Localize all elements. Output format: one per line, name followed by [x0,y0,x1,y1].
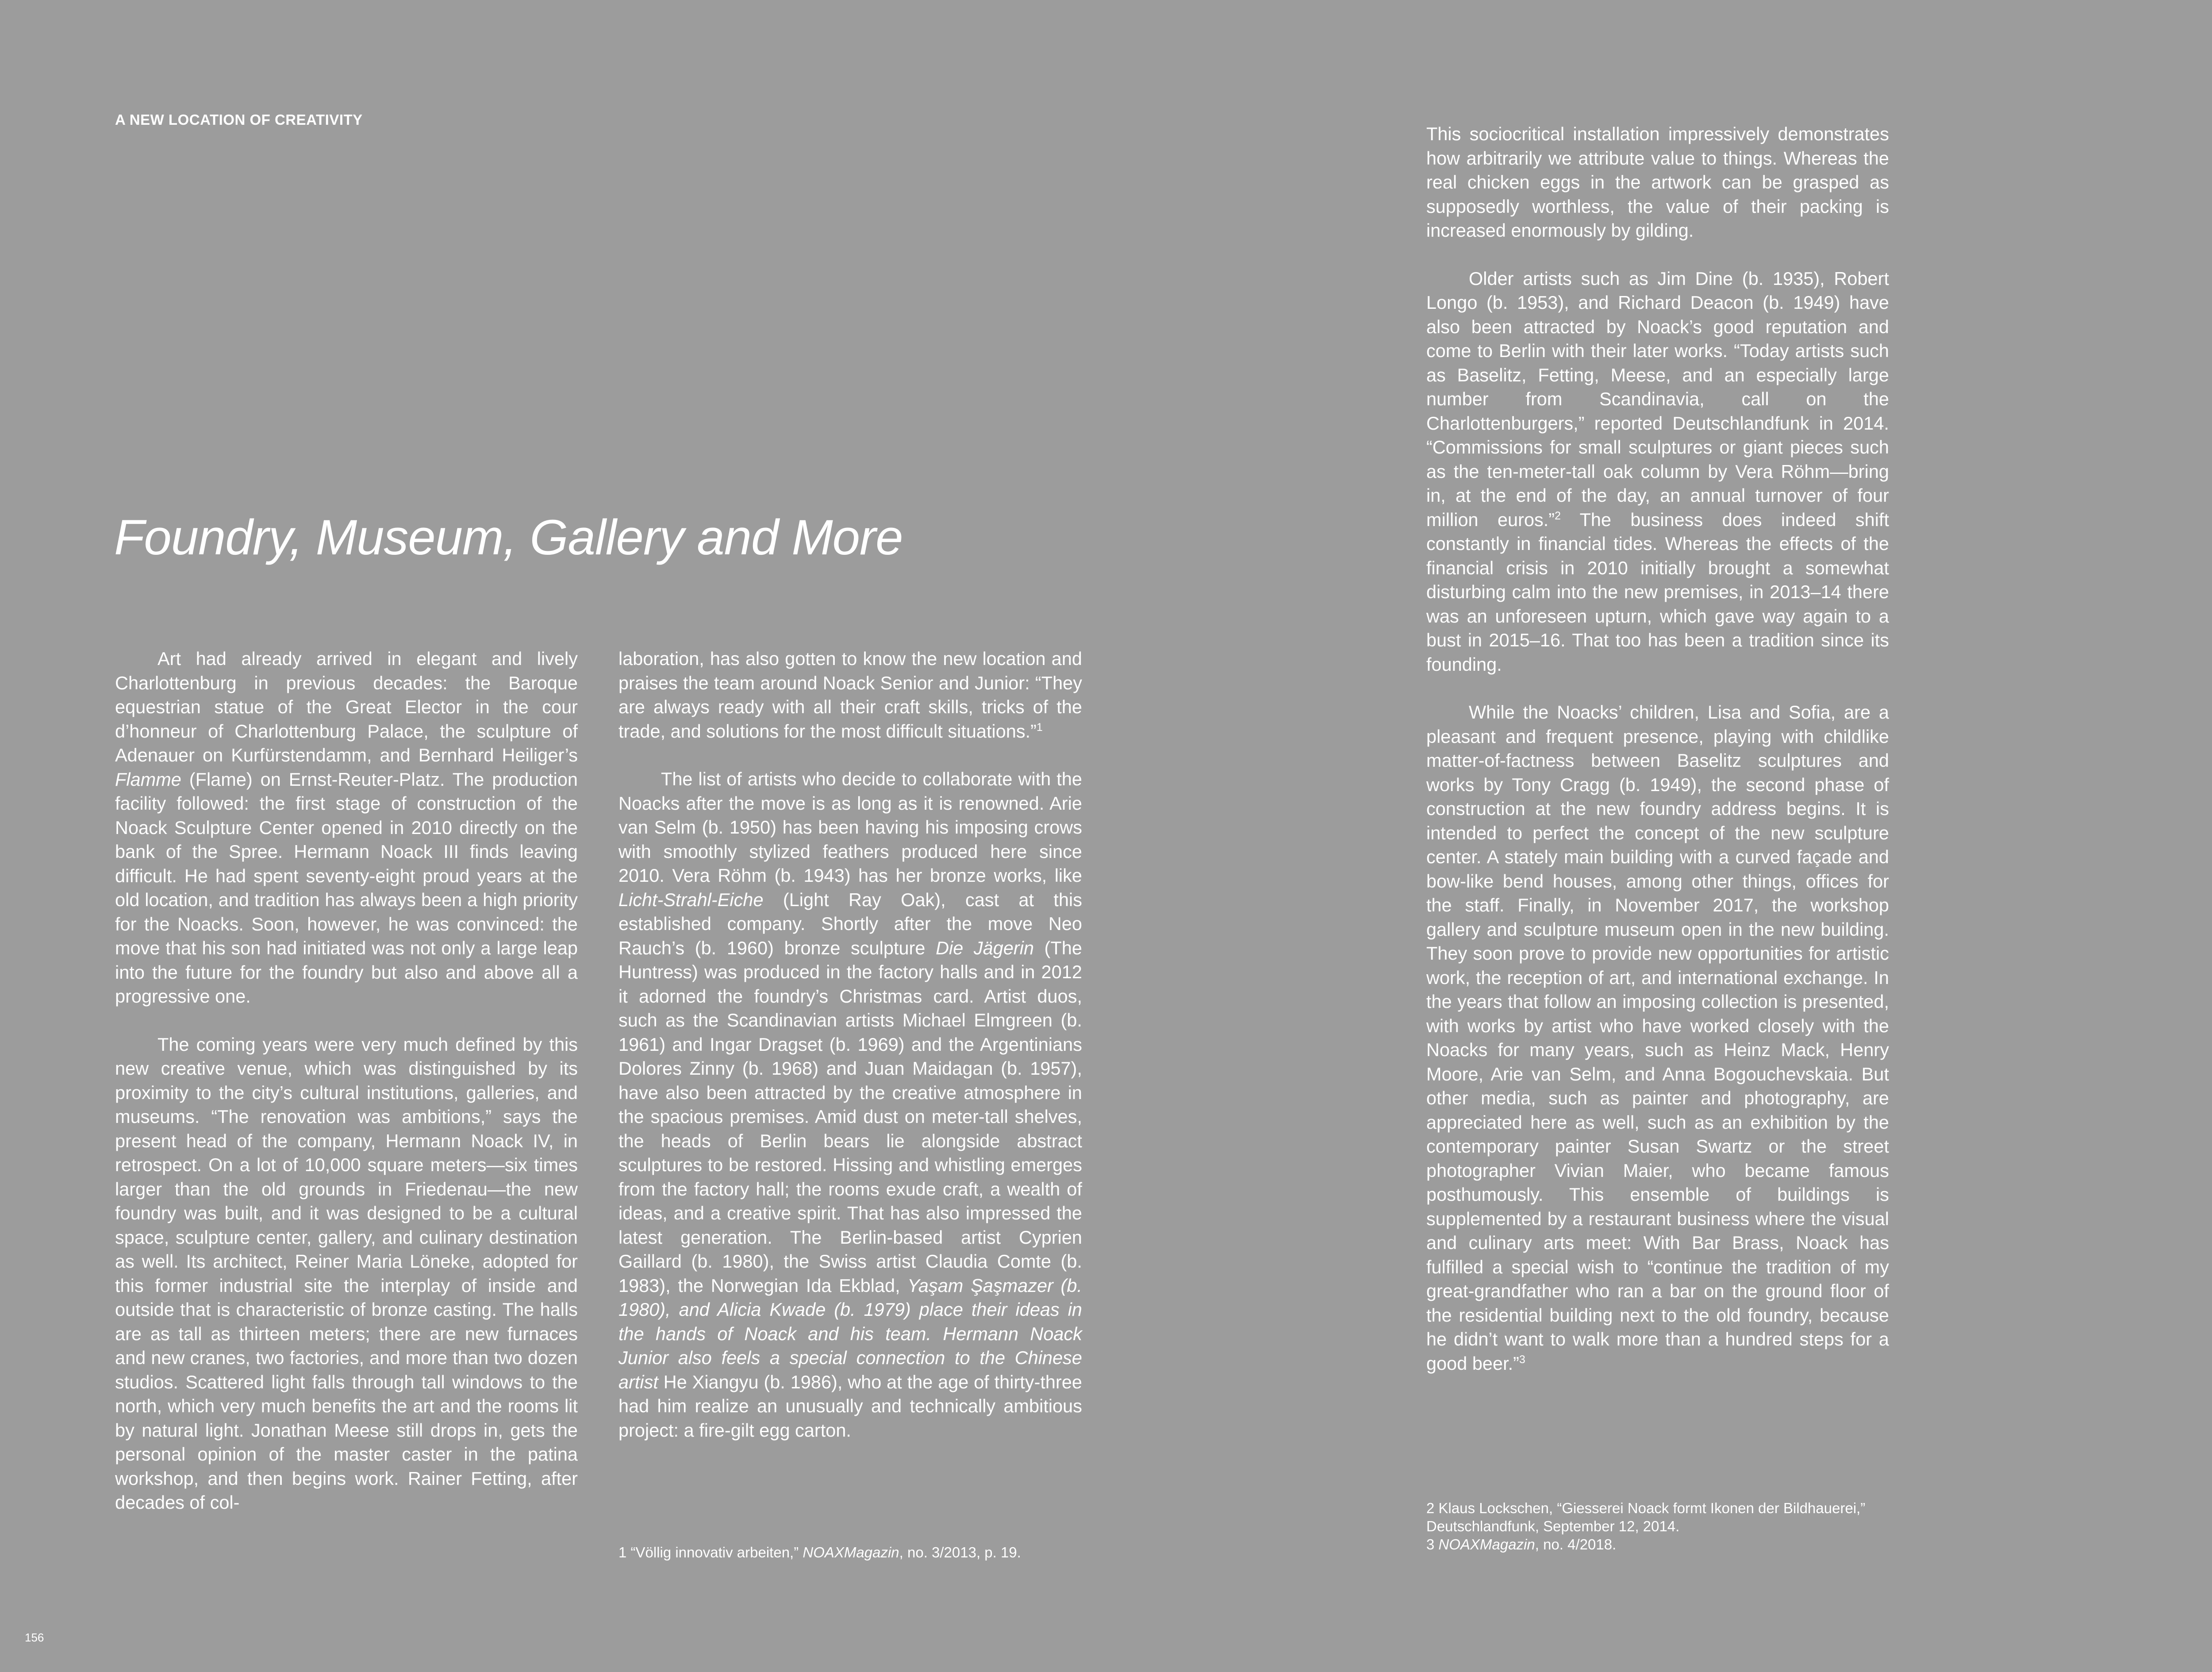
text-run: The coming years were very much defined by this new creative venue, which was distinguished by its proximity to the city’s cultural institutions, galleries, and museums. “The renovation was ambitions,” says the present head of the company, Hermann Noack IV, in retrospect. On a lot of 10,000 square meters—six times larger than the old grounds in Friedenau—the new foundry was built, and it was designed to be a cultural space, sculpture center, gallery, and culinary destination as well. Its architect, Reiner Maria Löneke, adopted for this former industrial site the interplay of inside and outside that is characteristic of bronze casting. The halls are as tall as thirteen meters; there are new furnaces and new cranes, two factories, and more than two dozen studios. Scattered light falls through tall windows to the north, which very much benefits the art and the rooms lit by natural light. Jonathan Meese still drops in, gets the personal opinion of the master caster in the patina workshop, and then begins work. Rainer Fetting, after decades of col- [115,1034,578,1513]
footnote-entry [1426,1499,1913,1535]
italic-text: Yaşam Şaşmazer (b. 1980), and Alicia Kwade (b. 1979) place their ideas in the hands of Noack and his team. Hermann Noack Junior also feels a special connection to the Chinese artist [618,1275,1082,1392]
text-run: (The Huntress) was produced in the factory halls and in 2012 it adorned the foundry’s Christmas card. Artist duos, such as the Scandinavian artists Michael Elmgreen (b. 1961) and Ingar Dragset (b. 1969) and the Argentinians Dolores Zinny (b. 1968) and Juan Maidagan (b. 1957), have also been attracted by the creative atmosphere in the spacious premises. Amid dust on meter-tall shelves, the heads of Berlin bears lie alongside abstract sculptures to be restored. Hissing and whistling emerges from the factory hall; the rooms exude craft, a wealth of ideas, and a creative spirit. That has also impressed the latest generation. The Berlin-based artist Cyprien Gaillard (b. 1980), the Swiss artist Claudia Comte (b. 1983), the Norwegian Ida Ekblad, [618,937,1082,1296]
page-number-left: 156 [25,1631,44,1644]
italic-text: NOAXMagazin [803,1544,899,1561]
text-run: 3 [1426,1536,1439,1553]
text-run: The business does indeed shift constantly in financial tides. Whereas the effects of the financial crisis in 2010 initially brought a somewhat disturbing calm into the new premises, in 2013–14 there was an unforeseen upturn, which gave way again to a bust in 2015–16. That too has been a tradition since its founding. [1426,509,1889,675]
text-column-3 [1426,122,1889,1376]
text-run: Older artists such as Jim Dine (b. 1935), Robert Longo (b. 1953), and Richard Deacon (b. 1949) have also been attracted by Noack’s good reputation and come to Berlin with their later works. “Today artists such as Baselitz, Fetting, Meese, and an especially large number from Scandinavia, call on the Charlottenburgers,” reported Deutschlandfunk in 2014. “Commissions for small sculptures or giant pieces such as the ten-meter-tall oak column by Vera Röhm—bring in, at the end of the day, an annual turnover of four million euros.” [1426,268,1889,530]
text-run: (Flame) on Ernst-Reuter-Platz. The production facility followed: the first stage of construction of the Noack Sculpture Center opened in 2010 directly on the bank of the Spree. Hermann Noack III finds leaving difficult. He had spent seventy-eight proud years at the old location, and tradition has always been a high priority for the Noacks. Soon, however, he was convinced: the move that his son had initiated was not only a large leap into the future for the foundry but also and above all a progressive one. [115,769,578,1007]
footnote-ref: 1 [1037,721,1043,734]
italic-text: Licht-Strahl-Eiche [618,889,764,910]
italic-text: NOAXMagazin [1438,1536,1535,1553]
chapter-title: Foundry, Museum, Gallery and More [114,510,903,565]
text-run: Art had already arrived in elegant and lively Charlottenburg in previous decades: the Baroque equestrian statue of the Great Elector in the cour d’honneur of Charlottenburg Palace, the sculpture of Adenauer on Kurfürstendamm, and Bernhard Heiliger’s [115,648,578,765]
paragraph [1426,267,1889,677]
text-run: 1 “Völlig innovativ arbeiten,” [618,1544,803,1561]
text-run: This sociocritical installation impressively demonstrates how arbitrarily we attribute value to things. Whereas the real chicken eggs in the artwork can be grasped as supposedly worthless, the value of their packing is increased enormously by gilding. [1426,123,1889,241]
footnotes-right [1426,1499,1913,1553]
text-run: , no. 4/2018. [1535,1536,1617,1553]
paragraph [1426,700,1889,1376]
text-run: 2 Klaus Lockschen, “Giesserei Noack formt Ikonen der Bildhauerei,” Deutschlandfunk, September 12, 2014. [1426,1500,1866,1534]
text-run: laboration, has also gotten to know the new location and praises the team around Noack Senior and Junior: “They are always ready with all their craft skills, tricks of the trade, and solutions for the most difficult situations.” [618,648,1082,742]
italic-text: Die Jägerin [936,937,1034,958]
footnote-ref: 2 [1555,509,1561,522]
text-run: , no. 3/2013, p. 19. [899,1544,1021,1561]
text-run: He Xiangyu (b. 1986), who at the age of thirty-three had him realize an unusually and technically ambitious project: a fire-gilt egg carton. [618,1371,1082,1441]
italic-text: Flamme [115,769,181,790]
section-label: A NEW LOCATION OF CREATIVITY [115,111,363,128]
text-run: The list of artists who decide to collaborate with the Noacks after the move is as long as it is renowned. Arie van Selm (b. 1950) has been having his imposing crows with smoothly stylized feathers produced here since 2010. Vera Röhm (b. 1943) has her bronze works, like [618,769,1082,886]
text-run: While the Noacks’ children, Lisa and Sofia, are a pleasant and frequent presence, playing with childlike matter-of-factness between Baselitz sculptures and works by Tony Cragg (b. 1949), the second phase of construction at the new foundry address begins. It is intended to perfect the concept of the new sculpture center. A stately main building with a curved façade and bow-like bend houses, among other things, offices for the staff. Finally, in November 2017, the workshop gallery and sculpture museum open in the new building. They soon prove to provide new opportunities for artistic work, the reception of art, and international exchange. In the years that follow an imposing collection is presented, with works by artist who have worked closely with the Noacks for many years, such as Heinz Mack, Henry Moore, Arie van Selm, and Anna Bogouchevskaia. But other media, such as painter and photography, are appreciated here as well, such as an exhibition by the contemporary painter Susan Swartz or the street photographer Vivian Maier, who became famous posthumously. This ensemble of buildings is supplemented by a restaurant business where the visual and culinary arts meet: With Bar Brass, Noack has fulfilled a special wish to “continue the tradition of my great-grandfather who ran a bar on the ground floor of the residential building next to the old foundry, because he didn’t want to walk more than a hundred steps for a good beer.” [1426,702,1889,1374]
text-run: (Light Ray Oak), cast at this established company. Shortly after the move Neo Rauch’s (b. 1960) bronze sculpture [618,889,1082,958]
footnote-ref: 3 [1519,1353,1525,1366]
footnote-entry [1426,1535,1913,1553]
paragraph [1426,122,1889,243]
